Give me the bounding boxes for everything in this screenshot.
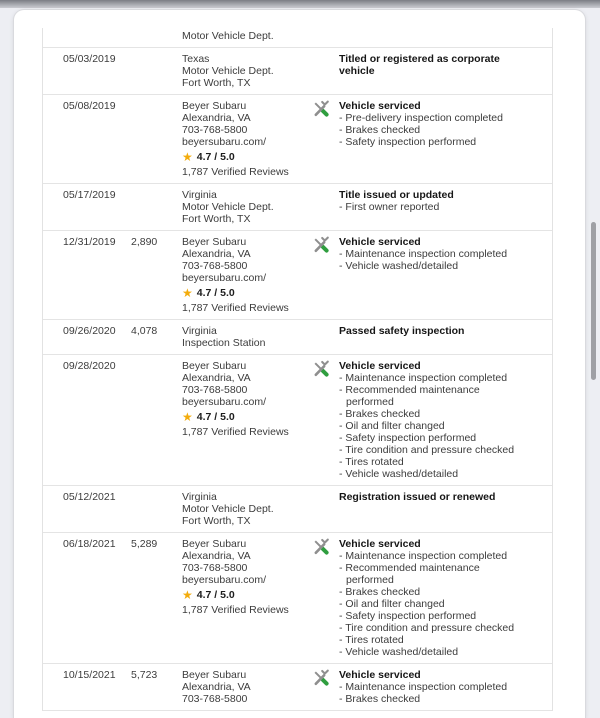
event-details bbox=[312, 100, 552, 148]
service-detail-item: - Recommended maintenance performed bbox=[339, 384, 480, 408]
source-line: Fort Worth, TX bbox=[182, 213, 251, 225]
dealer-rating bbox=[182, 411, 304, 423]
event-source bbox=[182, 189, 312, 225]
source-line: 703-768-5800 bbox=[182, 562, 248, 574]
event-details bbox=[312, 491, 552, 503]
event-details bbox=[312, 669, 552, 705]
event-odometer: 5,723 bbox=[131, 669, 158, 681]
source-line: beyersubaru.com/ bbox=[182, 136, 267, 148]
service-detail-item: - Safety inspection performed bbox=[339, 136, 477, 148]
event-date: 12/31/2019 bbox=[63, 236, 116, 248]
history-row bbox=[43, 231, 552, 320]
service-detail-item: - Maintenance inspection completed bbox=[339, 248, 508, 260]
verified-reviews: 1,787 Verified Reviews bbox=[182, 166, 289, 178]
service-detail-item: - Safety inspection performed bbox=[339, 432, 477, 444]
event-details bbox=[312, 236, 552, 272]
source-line: 703-768-5800 bbox=[182, 384, 248, 396]
event-odometer: 2,890 bbox=[131, 236, 158, 248]
service-detail-item: - Vehicle washed/detailed bbox=[339, 260, 459, 272]
event-date: 05/17/2019 bbox=[63, 189, 116, 201]
history-row bbox=[43, 95, 552, 184]
event-title: Registration issued or renewed bbox=[339, 491, 496, 503]
service-detail-item: - Tires rotated bbox=[339, 456, 404, 468]
source-line: Alexandria, VA bbox=[182, 248, 251, 260]
event-source bbox=[182, 53, 312, 89]
event-title: Vehicle serviced bbox=[339, 236, 421, 248]
service-tools-icon bbox=[312, 100, 331, 119]
service-detail-item: - Oil and filter changed bbox=[339, 598, 445, 610]
event-source bbox=[182, 360, 312, 438]
rating-value: 4.7 / 5.0 bbox=[196, 589, 235, 601]
event-source bbox=[182, 491, 312, 527]
service-tools-icon bbox=[312, 236, 331, 255]
source-line: Alexandria, VA bbox=[182, 372, 251, 384]
service-detail-item: - Maintenance inspection completed bbox=[339, 372, 508, 384]
event-odometer: 5,289 bbox=[131, 538, 158, 550]
source-line: Beyer Subaru bbox=[182, 669, 247, 681]
verified-reviews: 1,787 Verified Reviews bbox=[182, 302, 289, 314]
service-detail-item: - Tires rotated bbox=[339, 634, 404, 646]
source-line: Virginia bbox=[182, 189, 217, 201]
scrollbar-thumb[interactable] bbox=[591, 222, 596, 380]
star-icon: ★ bbox=[182, 587, 193, 602]
report-card bbox=[14, 10, 585, 718]
event-description bbox=[339, 53, 528, 77]
service-detail-item: - First owner reported bbox=[339, 201, 440, 213]
event-title: Passed safety inspection bbox=[339, 325, 465, 337]
event-source bbox=[182, 669, 312, 705]
event-description bbox=[339, 360, 528, 480]
event-description bbox=[339, 325, 528, 337]
rating-value: 4.7 / 5.0 bbox=[196, 287, 235, 299]
event-description bbox=[339, 100, 528, 148]
event-title: Vehicle serviced bbox=[339, 538, 421, 550]
source-line: Motor Vehicle Dept. bbox=[182, 65, 274, 77]
history-row bbox=[43, 320, 552, 355]
event-description bbox=[339, 669, 528, 705]
history-row bbox=[43, 184, 552, 231]
event-date: 05/12/2021 bbox=[63, 491, 116, 503]
event-description bbox=[339, 189, 528, 213]
event-date: 10/15/2021 bbox=[63, 669, 116, 681]
source-line: Beyer Subaru bbox=[182, 236, 247, 248]
service-tools-icon bbox=[312, 669, 331, 688]
source-line: Virginia bbox=[182, 491, 217, 503]
dealer-rating bbox=[182, 589, 304, 601]
event-details bbox=[312, 53, 552, 77]
source-line: Texas bbox=[182, 53, 210, 65]
event-source bbox=[182, 325, 312, 349]
event-description bbox=[339, 491, 528, 503]
service-detail-item: - Brakes checked bbox=[339, 124, 421, 136]
source-line: 703-768-5800 bbox=[182, 260, 248, 272]
history-row bbox=[43, 486, 552, 533]
service-detail-item: - Tire condition and pressure checked bbox=[339, 622, 515, 634]
event-title: Title issued or updated bbox=[339, 189, 454, 201]
source-line: Beyer Subaru bbox=[182, 100, 247, 112]
service-detail-item: - Vehicle washed/detailed bbox=[339, 468, 459, 480]
event-date: 06/18/2021 bbox=[63, 538, 116, 550]
service-tools-icon bbox=[312, 360, 331, 379]
service-detail-item: - Maintenance inspection completed bbox=[339, 681, 508, 693]
source-line: beyersubaru.com/ bbox=[182, 272, 267, 284]
star-icon: ★ bbox=[182, 285, 193, 300]
source-line: Alexandria, VA bbox=[182, 112, 251, 124]
service-detail-item: - Tire condition and pressure checked bbox=[339, 444, 515, 456]
service-detail-item: - Vehicle washed/detailed bbox=[339, 646, 459, 658]
event-title: Vehicle serviced bbox=[339, 100, 421, 112]
event-date: 05/03/2019 bbox=[63, 53, 116, 65]
source-line: beyersubaru.com/ bbox=[182, 574, 267, 586]
source-line: Motor Vehicle Dept. bbox=[182, 30, 274, 42]
rating-value: 4.7 / 5.0 bbox=[196, 151, 235, 163]
history-row bbox=[43, 355, 552, 486]
event-source bbox=[182, 100, 312, 178]
event-odometer: 4,078 bbox=[131, 325, 158, 337]
event-title: Vehicle serviced bbox=[339, 360, 421, 372]
history-table bbox=[42, 28, 553, 711]
event-source bbox=[182, 30, 312, 42]
top-shadow-band bbox=[0, 0, 600, 8]
event-date: 09/26/2020 bbox=[63, 325, 116, 337]
event-source bbox=[182, 538, 312, 616]
service-detail-item: - Safety inspection performed bbox=[339, 610, 477, 622]
source-line: Motor Vehicle Dept. bbox=[182, 503, 274, 515]
service-detail-item: - Brakes checked bbox=[339, 693, 421, 705]
source-line: Beyer Subaru bbox=[182, 538, 247, 550]
star-icon: ★ bbox=[182, 409, 193, 424]
event-date: 05/08/2019 bbox=[63, 100, 116, 112]
event-date: 09/28/2020 bbox=[63, 360, 116, 372]
source-line: Inspection Station bbox=[182, 337, 266, 349]
verified-reviews: 1,787 Verified Reviews bbox=[182, 604, 289, 616]
event-description bbox=[339, 236, 528, 272]
event-source bbox=[182, 236, 312, 314]
history-row bbox=[43, 28, 552, 48]
source-line: Motor Vehicle Dept. bbox=[182, 201, 274, 213]
event-details bbox=[312, 360, 552, 480]
service-detail-item: - Maintenance inspection completed bbox=[339, 550, 508, 562]
star-icon: ★ bbox=[182, 149, 193, 164]
service-detail-item: - Pre-delivery inspection completed bbox=[339, 112, 503, 124]
source-line: beyersubaru.com/ bbox=[182, 396, 267, 408]
history-row bbox=[43, 664, 552, 711]
service-tools-icon bbox=[312, 538, 331, 557]
source-line: Virginia bbox=[182, 325, 217, 337]
source-line: Beyer Subaru bbox=[182, 360, 247, 372]
source-line: Fort Worth, TX bbox=[182, 515, 251, 527]
history-row bbox=[43, 533, 552, 664]
dealer-rating bbox=[182, 287, 304, 299]
service-detail-item: - Brakes checked bbox=[339, 586, 421, 598]
history-row bbox=[43, 48, 552, 95]
event-title: Titled or registered as corporate vehicle bbox=[339, 53, 500, 77]
rating-value: 4.7 / 5.0 bbox=[196, 411, 235, 423]
event-details bbox=[312, 189, 552, 213]
dealer-rating bbox=[182, 151, 304, 163]
verified-reviews: 1,787 Verified Reviews bbox=[182, 426, 289, 438]
event-details bbox=[312, 325, 552, 337]
service-detail-item: - Oil and filter changed bbox=[339, 420, 445, 432]
service-detail-item: - Recommended maintenance performed bbox=[339, 562, 480, 586]
service-detail-item: - Brakes checked bbox=[339, 408, 421, 420]
event-title: Vehicle serviced bbox=[339, 669, 421, 681]
source-line: Alexandria, VA bbox=[182, 550, 251, 562]
source-line: 703-768-5800 bbox=[182, 693, 248, 705]
source-line: Alexandria, VA bbox=[182, 681, 251, 693]
event-description bbox=[339, 538, 528, 658]
source-line: Fort Worth, TX bbox=[182, 77, 251, 89]
event-details bbox=[312, 538, 552, 658]
source-line: 703-768-5800 bbox=[182, 124, 248, 136]
